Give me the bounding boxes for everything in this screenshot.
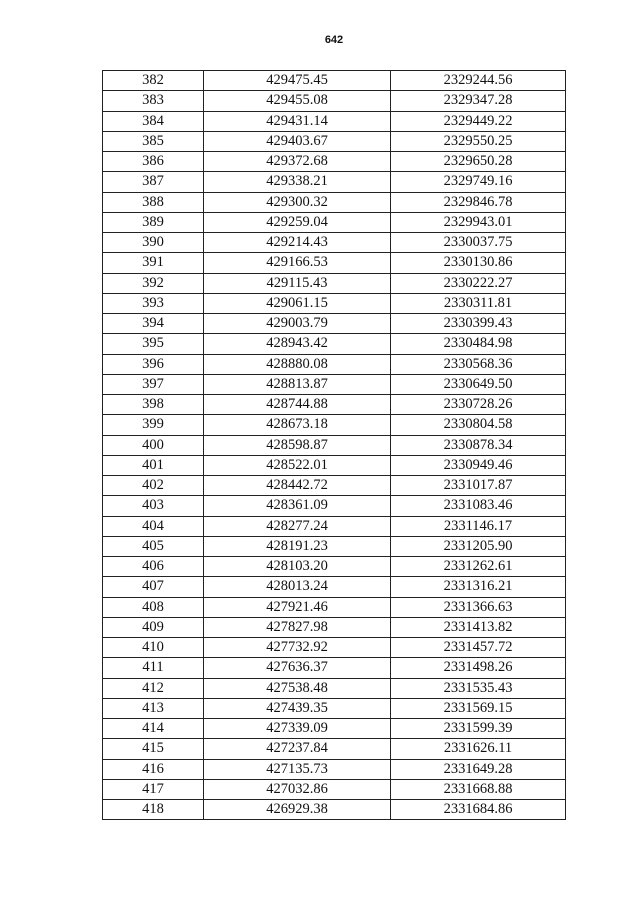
x-coordinate-cell: 427237.84 xyxy=(204,739,391,759)
table-row xyxy=(103,71,566,91)
x-coordinate-cell: 429403.67 xyxy=(204,131,391,151)
y-coordinate-cell: 2330037.75 xyxy=(391,233,566,253)
y-coordinate-cell: 2331366.63 xyxy=(391,597,566,617)
table-row xyxy=(103,273,566,293)
table-row xyxy=(103,395,566,415)
x-coordinate-cell: 426929.38 xyxy=(204,800,391,820)
table-row xyxy=(103,779,566,799)
table-row xyxy=(103,455,566,475)
y-coordinate-cell: 2329347.28 xyxy=(391,91,566,111)
x-coordinate-cell: 428598.87 xyxy=(204,435,391,455)
x-coordinate-cell: 427439.35 xyxy=(204,698,391,718)
table-row xyxy=(103,354,566,374)
table-row xyxy=(103,617,566,637)
point-number-cell: 400 xyxy=(103,435,204,455)
coordinates-table xyxy=(102,70,566,820)
y-coordinate-cell: 2331413.82 xyxy=(391,617,566,637)
x-coordinate-cell: 428744.88 xyxy=(204,395,391,415)
table-row xyxy=(103,597,566,617)
x-coordinate-cell: 428813.87 xyxy=(204,374,391,394)
table-row xyxy=(103,719,566,739)
table-row xyxy=(103,557,566,577)
x-coordinate-cell: 428880.08 xyxy=(204,354,391,374)
table-row xyxy=(103,314,566,334)
y-coordinate-cell: 2329846.78 xyxy=(391,192,566,212)
table-row xyxy=(103,152,566,172)
y-coordinate-cell: 2330311.81 xyxy=(391,293,566,313)
point-number-cell: 403 xyxy=(103,496,204,516)
point-number-cell: 399 xyxy=(103,415,204,435)
x-coordinate-cell: 427827.98 xyxy=(204,617,391,637)
coordinates-table-body xyxy=(103,71,566,820)
table-row xyxy=(103,374,566,394)
x-coordinate-cell: 427732.92 xyxy=(204,638,391,658)
table-row xyxy=(103,435,566,455)
table-row xyxy=(103,516,566,536)
point-number-cell: 390 xyxy=(103,233,204,253)
table-row xyxy=(103,293,566,313)
x-coordinate-cell: 428361.09 xyxy=(204,496,391,516)
x-coordinate-cell: 428103.20 xyxy=(204,557,391,577)
point-number-cell: 382 xyxy=(103,71,204,91)
x-coordinate-cell: 428442.72 xyxy=(204,476,391,496)
y-coordinate-cell: 2331498.26 xyxy=(391,658,566,678)
point-number-cell: 409 xyxy=(103,617,204,637)
x-coordinate-cell: 428277.24 xyxy=(204,516,391,536)
point-number-cell: 391 xyxy=(103,253,204,273)
y-coordinate-cell: 2331017.87 xyxy=(391,476,566,496)
y-coordinate-cell: 2330949.46 xyxy=(391,455,566,475)
page-number: 642 xyxy=(324,34,344,46)
table-row xyxy=(103,172,566,192)
point-number-cell: 412 xyxy=(103,678,204,698)
point-number-cell: 415 xyxy=(103,739,204,759)
table-row xyxy=(103,536,566,556)
x-coordinate-cell: 429455.08 xyxy=(204,91,391,111)
y-coordinate-cell: 2329749.16 xyxy=(391,172,566,192)
point-number-cell: 417 xyxy=(103,779,204,799)
y-coordinate-cell: 2329550.25 xyxy=(391,131,566,151)
point-number-cell: 407 xyxy=(103,577,204,597)
y-coordinate-cell: 2331626.11 xyxy=(391,739,566,759)
y-coordinate-cell: 2331083.46 xyxy=(391,496,566,516)
y-coordinate-cell: 2330222.27 xyxy=(391,273,566,293)
point-number-cell: 408 xyxy=(103,597,204,617)
table-row xyxy=(103,638,566,658)
y-coordinate-cell: 2331668.88 xyxy=(391,779,566,799)
y-coordinate-cell: 2331262.61 xyxy=(391,557,566,577)
y-coordinate-cell: 2331599.39 xyxy=(391,719,566,739)
point-number-cell: 411 xyxy=(103,658,204,678)
y-coordinate-cell: 2329244.56 xyxy=(391,71,566,91)
point-number-cell: 404 xyxy=(103,516,204,536)
x-coordinate-cell: 427538.48 xyxy=(204,678,391,698)
table-row xyxy=(103,476,566,496)
x-coordinate-cell: 428522.01 xyxy=(204,455,391,475)
table-row xyxy=(103,91,566,111)
y-coordinate-cell: 2330804.58 xyxy=(391,415,566,435)
table-row xyxy=(103,111,566,131)
point-number-cell: 406 xyxy=(103,557,204,577)
y-coordinate-cell: 2331569.15 xyxy=(391,698,566,718)
point-number-cell: 413 xyxy=(103,698,204,718)
table-row xyxy=(103,698,566,718)
table-row xyxy=(103,577,566,597)
table-row xyxy=(103,192,566,212)
x-coordinate-cell: 428013.24 xyxy=(204,577,391,597)
point-number-cell: 383 xyxy=(103,91,204,111)
y-coordinate-cell: 2329449.22 xyxy=(391,111,566,131)
point-number-cell: 388 xyxy=(103,192,204,212)
x-coordinate-cell: 427636.37 xyxy=(204,658,391,678)
point-number-cell: 387 xyxy=(103,172,204,192)
x-coordinate-cell: 429061.15 xyxy=(204,293,391,313)
table-row xyxy=(103,334,566,354)
x-coordinate-cell: 427032.86 xyxy=(204,779,391,799)
table-row xyxy=(103,800,566,820)
x-coordinate-cell: 429003.79 xyxy=(204,314,391,334)
x-coordinate-cell: 429115.43 xyxy=(204,273,391,293)
point-number-cell: 385 xyxy=(103,131,204,151)
x-coordinate-cell: 429259.04 xyxy=(204,212,391,232)
x-coordinate-cell: 427339.09 xyxy=(204,719,391,739)
x-coordinate-cell: 429166.53 xyxy=(204,253,391,273)
point-number-cell: 414 xyxy=(103,719,204,739)
point-number-cell: 386 xyxy=(103,152,204,172)
y-coordinate-cell: 2331205.90 xyxy=(391,536,566,556)
point-number-cell: 416 xyxy=(103,759,204,779)
point-number-cell: 410 xyxy=(103,638,204,658)
y-coordinate-cell: 2330649.50 xyxy=(391,374,566,394)
table-row xyxy=(103,759,566,779)
x-coordinate-cell: 429475.45 xyxy=(204,71,391,91)
y-coordinate-cell: 2330484.98 xyxy=(391,334,566,354)
point-number-cell: 402 xyxy=(103,476,204,496)
y-coordinate-cell: 2331146.17 xyxy=(391,516,566,536)
table-row xyxy=(103,253,566,273)
y-coordinate-cell: 2331535.43 xyxy=(391,678,566,698)
table-row xyxy=(103,496,566,516)
table-row xyxy=(103,212,566,232)
x-coordinate-cell: 428943.42 xyxy=(204,334,391,354)
y-coordinate-cell: 2331457.72 xyxy=(391,638,566,658)
point-number-cell: 401 xyxy=(103,455,204,475)
y-coordinate-cell: 2331316.21 xyxy=(391,577,566,597)
y-coordinate-cell: 2330728.26 xyxy=(391,395,566,415)
x-coordinate-cell: 429431.14 xyxy=(204,111,391,131)
table-row xyxy=(103,739,566,759)
y-coordinate-cell: 2329650.28 xyxy=(391,152,566,172)
y-coordinate-cell: 2331684.86 xyxy=(391,800,566,820)
x-coordinate-cell: 428673.18 xyxy=(204,415,391,435)
table-row xyxy=(103,233,566,253)
point-number-cell: 398 xyxy=(103,395,204,415)
y-coordinate-cell: 2330568.36 xyxy=(391,354,566,374)
y-coordinate-cell: 2331649.28 xyxy=(391,759,566,779)
point-number-cell: 394 xyxy=(103,314,204,334)
point-number-cell: 397 xyxy=(103,374,204,394)
point-number-cell: 384 xyxy=(103,111,204,131)
x-coordinate-cell: 429338.21 xyxy=(204,172,391,192)
x-coordinate-cell: 427921.46 xyxy=(204,597,391,617)
table-row xyxy=(103,131,566,151)
x-coordinate-cell: 428191.23 xyxy=(204,536,391,556)
point-number-cell: 389 xyxy=(103,212,204,232)
y-coordinate-cell: 2330399.43 xyxy=(391,314,566,334)
x-coordinate-cell: 429372.68 xyxy=(204,152,391,172)
table-row xyxy=(103,678,566,698)
y-coordinate-cell: 2330130.86 xyxy=(391,253,566,273)
point-number-cell: 405 xyxy=(103,536,204,556)
x-coordinate-cell: 429214.43 xyxy=(204,233,391,253)
point-number-cell: 418 xyxy=(103,800,204,820)
point-number-cell: 393 xyxy=(103,293,204,313)
x-coordinate-cell: 427135.73 xyxy=(204,759,391,779)
y-coordinate-cell: 2330878.34 xyxy=(391,435,566,455)
table-row xyxy=(103,658,566,678)
x-coordinate-cell: 429300.32 xyxy=(204,192,391,212)
y-coordinate-cell: 2329943.01 xyxy=(391,212,566,232)
point-number-cell: 392 xyxy=(103,273,204,293)
point-number-cell: 396 xyxy=(103,354,204,374)
table-row xyxy=(103,415,566,435)
point-number-cell: 395 xyxy=(103,334,204,354)
